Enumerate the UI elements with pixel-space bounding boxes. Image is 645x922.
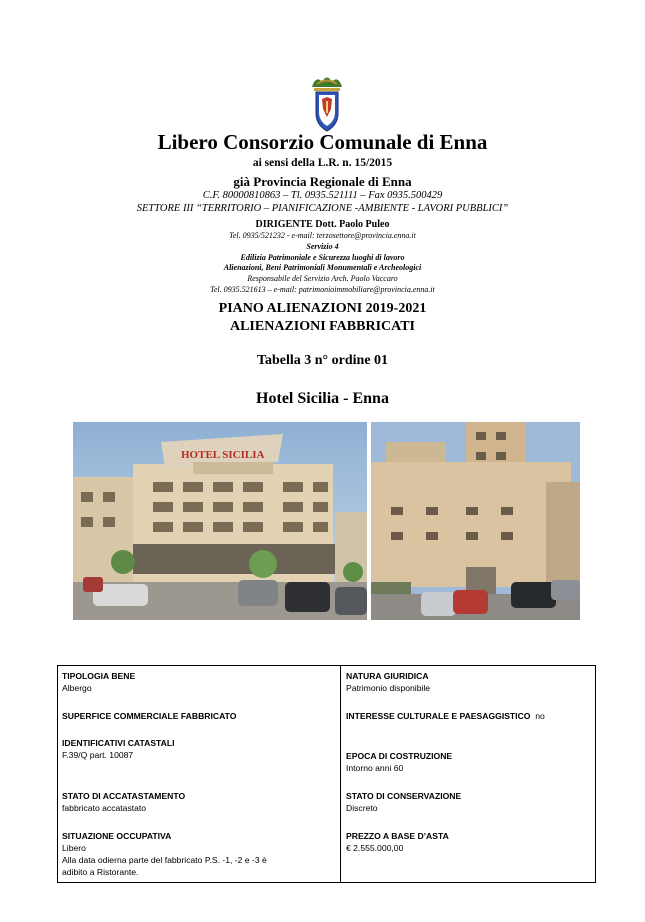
accatastamento-label: STATO DI ACCATASTAMENTO <box>62 791 186 801</box>
cell-prezzo <box>346 830 449 854</box>
service-line-2: Alienazioni, Beni Patrimoniali Monumentali e Archeologici <box>223 263 422 272</box>
identificativi-label: IDENTIFICATIVI CATASTALI <box>62 738 175 748</box>
sector-line: SETTORE III “TERRITORIO – PIANIFICAZIONE -AMBIENTE - LAVORI PUBBLICI” <box>136 203 509 214</box>
epoca-value: Intorno anni 60 <box>346 763 404 773</box>
natura-label: NATURA GIURIDICA <box>346 671 429 681</box>
law-reference: ai sensi della L.R. n. 15/2015 <box>252 157 393 169</box>
tipologia-label: TIPOLOGIA BENE <box>62 671 136 681</box>
table-reference: Tabella 3 n° ordine 01 <box>256 353 389 368</box>
hotel-sign: HOTEL SICILIA <box>181 449 265 461</box>
cell-tipologia <box>62 670 135 694</box>
plan-title: PIANO ALIENAZIONI 2019-2021 <box>218 301 427 316</box>
cell-accatastamento <box>62 790 185 814</box>
tipologia-value: Albergo <box>62 683 92 693</box>
service-contact: Tel. 0935.521613 – e-mail: patrimonioimmobiliare@provincia.enna.it <box>210 285 435 294</box>
table-divider <box>340 666 341 882</box>
hotel-front-photo <box>73 422 367 620</box>
natura-value: Patrimonio disponibile <box>346 683 431 693</box>
identificativi-value: F.39/Q part. 10087 <box>62 750 134 760</box>
hotel-rear-photo <box>371 422 580 620</box>
service-name: Servizio 4 <box>306 242 339 251</box>
cell-identificativi <box>62 737 175 761</box>
director-contact: Tel. 0935/521232 - e-mail: terzosettore@provincia.enna.it <box>229 231 416 240</box>
epoca-label: EPOCA DI COSTRUZIONE <box>346 751 453 761</box>
service-line-1: Edilizia Patrimoniale e Sicurezza luoghi di lavoro <box>240 253 405 262</box>
prezzo-value: € 2.555.000,00 <box>346 843 404 853</box>
organization-title: Libero Consorzio Comunale di Enna <box>157 130 488 154</box>
property-details-table <box>57 665 596 883</box>
cell-epoca <box>346 750 452 774</box>
plan-subtitle: ALIENAZIONI FABBRICATI <box>229 319 415 334</box>
cell-situazione <box>62 830 267 878</box>
director-line: DIRIGENTE Dott. Paolo Puleo <box>255 219 390 230</box>
interesse-label: INTERESSE CULTURALE E PAESAGGISTICO <box>346 711 531 721</box>
conservazione-value: Discreto <box>346 803 378 813</box>
contacts-line: C.F. 80000810863 – Tl. 0935.521111 – Fax 0935.500429 <box>202 190 443 201</box>
conservazione-label: STATO DI CONSERVAZIONE <box>346 791 462 801</box>
interesse-value: no <box>535 711 545 721</box>
province-crest-icon <box>308 73 346 133</box>
service-head: Responsabile del Servizio Arch. Paolo Vaccaro <box>247 274 398 283</box>
property-name: Hotel Sicilia - Enna <box>256 390 389 407</box>
situazione-label: SITUAZIONE OCCUPATIVA <box>62 831 172 841</box>
cell-interesse <box>346 710 545 722</box>
situazione-value: Libero <box>62 843 86 853</box>
situazione-note-1: Alla data odierna parte del fabbricato P.S. -1, -2 e -3 è <box>62 855 267 865</box>
former-name: già Provincia Regionale di Enna <box>233 174 412 189</box>
accatastamento-value: fabbricato accatastato <box>62 803 147 813</box>
cell-natura <box>346 670 430 694</box>
superficie-label: SUPERFICE COMMERCIALE FABBRICATO <box>62 711 237 721</box>
situazione-note-2: adibito a Ristorante. <box>62 867 139 877</box>
cell-superficie <box>62 710 236 722</box>
cell-conservazione <box>346 790 461 814</box>
prezzo-label: PREZZO A BASE D’ASTA <box>346 831 449 841</box>
